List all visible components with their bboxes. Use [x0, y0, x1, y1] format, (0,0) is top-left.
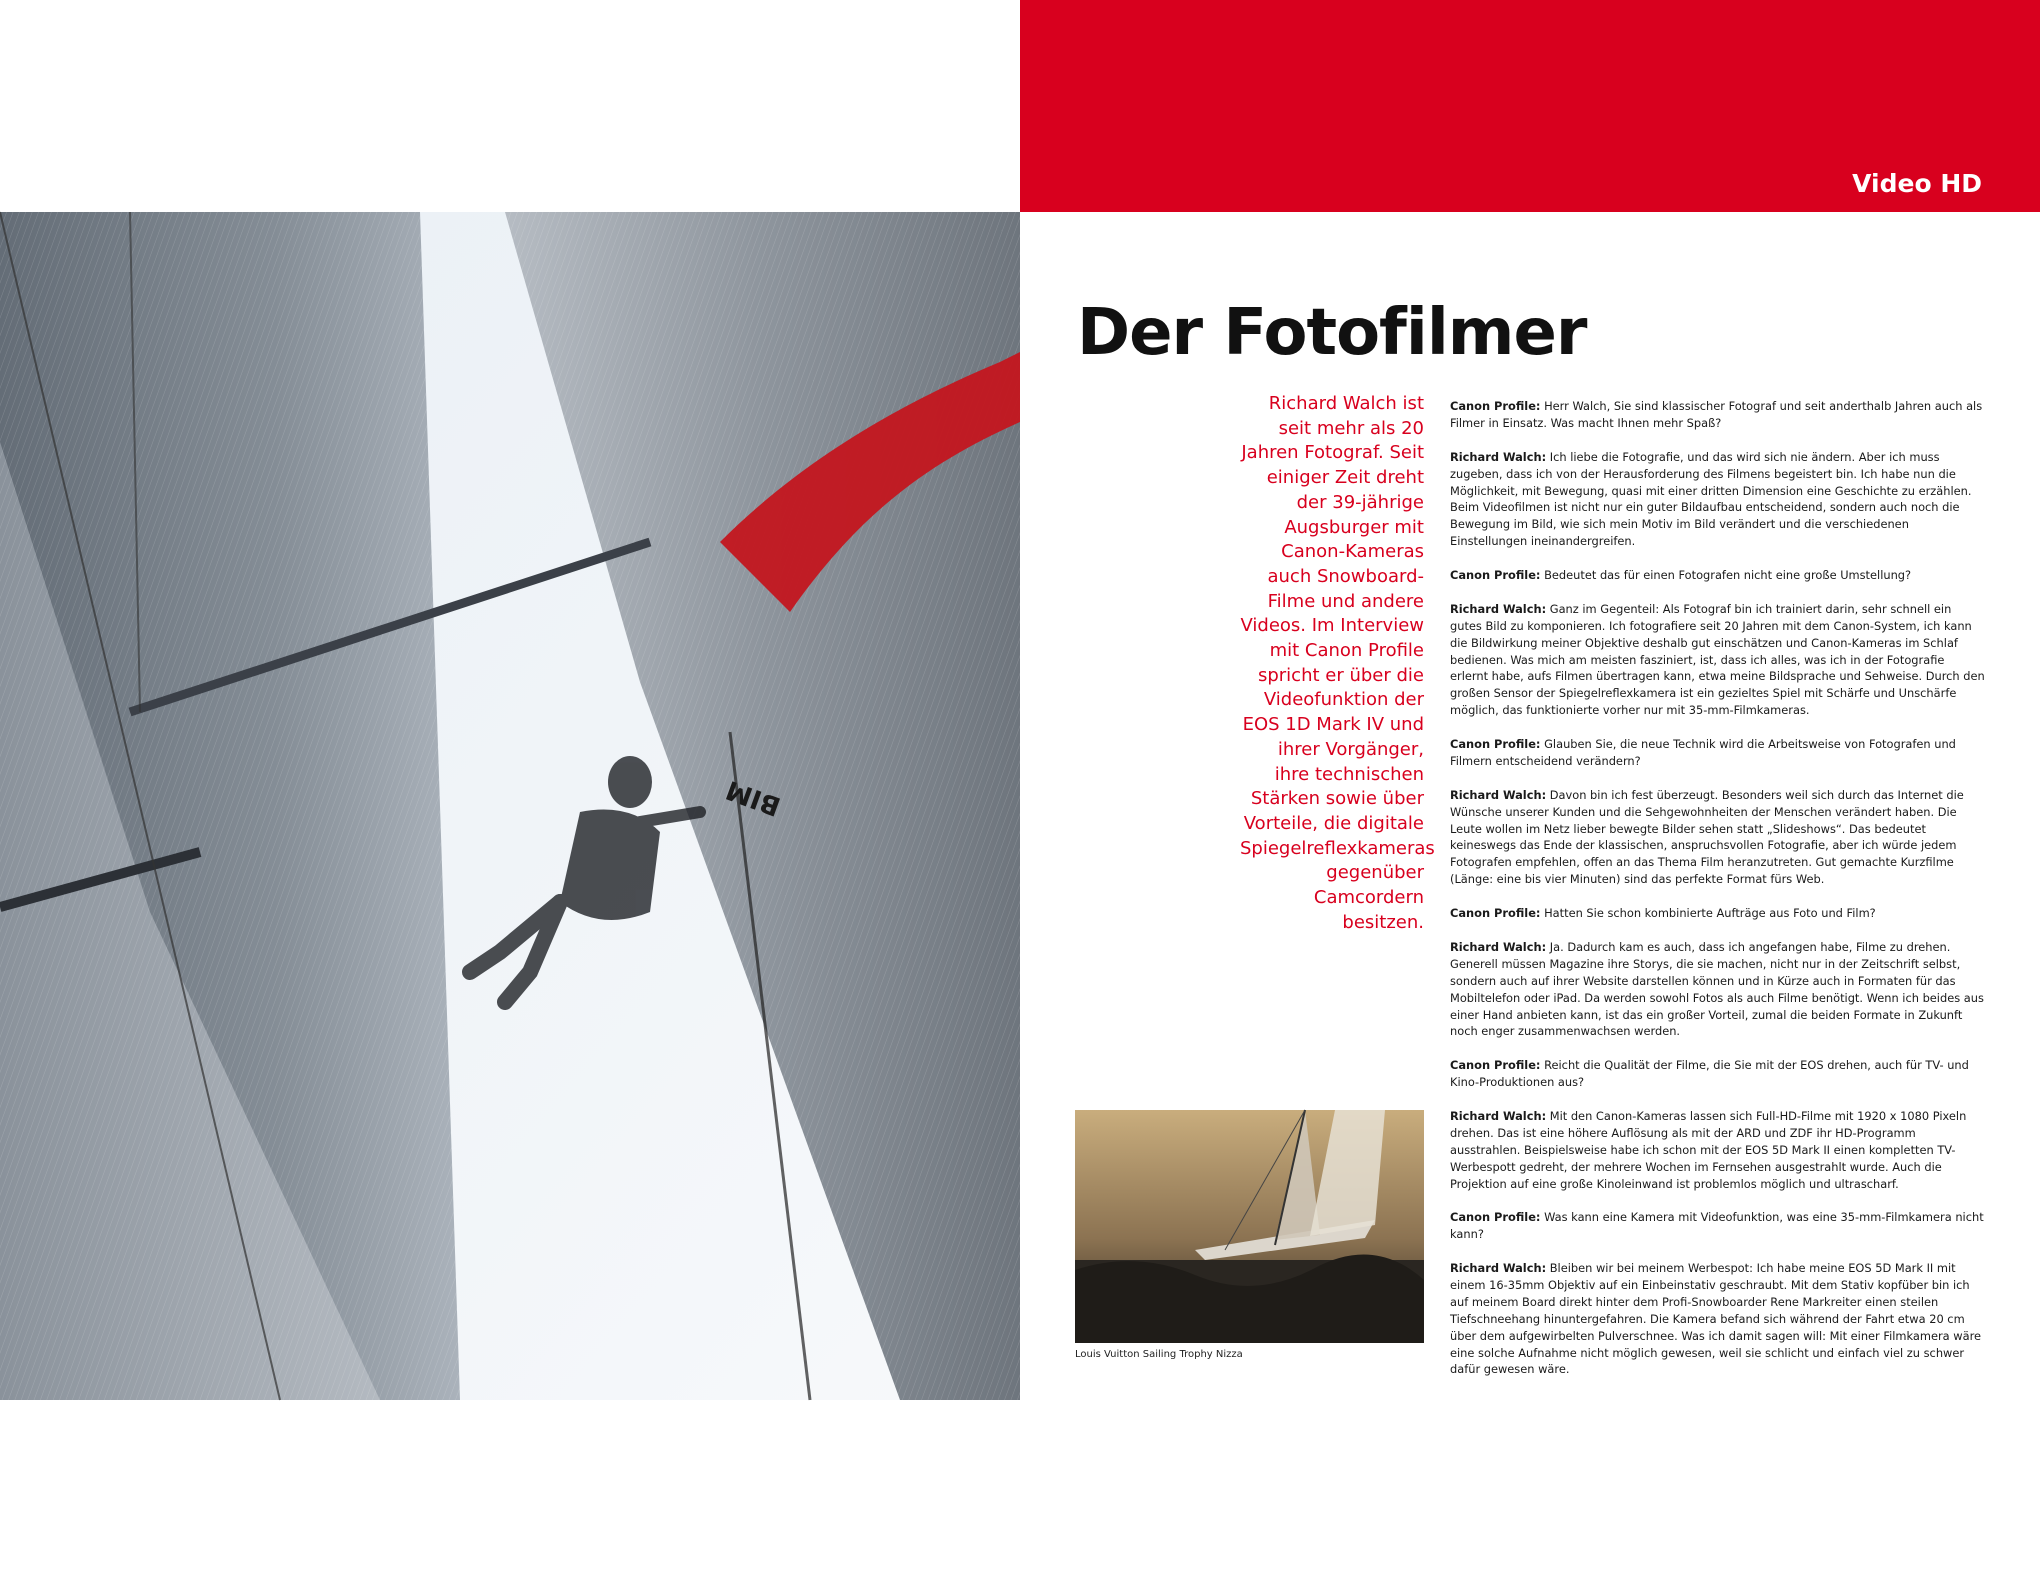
interview-paragraph: [1450, 449, 1985, 550]
answer-text: Bleiben wir bei meinem Werbespot: Ich habe meine EOS 5D Mark II mit einem 16-35mm Objektiv auf ein Einbeinstativ geschraubt. Mit dem Stativ kopfüber bin ich auf meinem Board direkt hinter dem Profi-Snowboarder Rene Markreiter einen steilen Tiefschneehang hinuntergefahren. Die Kamera befand sich während der Fahrt etwa 20 cm über dem aufgewirbelten Pulverschnee. Was ich damit sagen will: Mit einer Filmkamera wäre eine solche Aufnahme nicht möglich gewesen, weil sie schlicht und einfach viel zu schwer dafür gewesen wäre.: [1450, 1261, 1982, 1377]
answer-text: Bedeutet das für einen Fotografen nicht eine große Umstellung?: [1540, 568, 1912, 583]
speaker-label: Canon Profile:: [1450, 568, 1541, 583]
interview-paragraph: [1450, 1260, 1985, 1378]
section-banner: [1020, 0, 2040, 212]
interview-paragraph: [1450, 736, 1985, 770]
answer-text: Hatten Sie schon kombinierte Aufträge aus Foto und Film?: [1540, 906, 1876, 921]
interview-paragraph: [1450, 787, 1985, 888]
speaker-label: Richard Walch:: [1450, 449, 1547, 464]
speaker-label: Canon Profile:: [1450, 906, 1541, 921]
interview-paragraph: [1450, 939, 1985, 1040]
interview-paragraph: [1450, 905, 1985, 922]
answer-text: Davon bin ich fest überzeugt. Besonders weil sich durch das Internet die Wünsche unserer Kunden und die Sehgewohnheiten der Menschen verändert haben. Die Leute wollen im Netz lieber bewegte Bilder sehen statt „Slideshows“. Das bedeutet keineswegs das Ende der klassischen, anspruchsvollen Fotografie, aber ich würde jedem Fotografen empfehlen, offen an das Thema Film heranzutreten. Gut gemachte Kurzfilme (Länge: eine bis vier Minuten) sind das perfekte Format fürs Web.: [1450, 787, 1964, 887]
thumbnail-caption: Louis Vuitton Sailing Trophy Nizza: [1075, 1349, 1243, 1360]
speaker-label: Richard Walch:: [1450, 787, 1547, 802]
article-title: Der Fotofilmer: [1077, 296, 1587, 370]
speaker-label: Canon Profile:: [1450, 1058, 1541, 1073]
answer-text: Ganz im Gegenteil: Als Fotograf bin ich trainiert darin, sehr schnell ein gutes Bild zu komponieren. Ich fotografiere seit 20 Jahren mit dem Canon-System, ich kann die Bildwirkung meiner Objektive deshalb gut einschätzen und Canon-Kameras im Schlaf bedienen. Was mich am meisten fasziniert, ist, dass ich alles, was ich in der Fotografie erlernt habe, aufs Filmen übertragen kann, etwa meine Bildsprache und Sehweise. Durch den großen Sensor der Spiegelreflexkamera ist ein gezieltes Spiel mit Schärfe und Unschärfe möglich, das funktionierte vorher nur mit 35-mm-Filmkameras.: [1450, 601, 1985, 718]
speaker-label: Richard Walch:: [1450, 939, 1547, 954]
interview-paragraph: [1450, 1057, 1985, 1091]
speaker-label: Canon Profile:: [1450, 737, 1541, 752]
interview-column: [1450, 398, 1985, 1395]
sailing-photo-illustration: [0, 212, 1020, 1400]
interview-paragraph: [1450, 1108, 1985, 1193]
speaker-label: Richard Walch:: [1450, 1108, 1547, 1123]
speaker-label: Canon Profile:: [1450, 399, 1541, 413]
answer-text: Ja. Dadurch kam es auch, dass ich angefangen habe, Filme zu drehen. Generell müssen Magazine ihre Storys, die sie machen, nicht nur in der Zeitschrift selbst, sondern auch auf ihrer Website darstellen können und in Kürze auch in Formaten für das Mobiltelefon oder iPad. Da werden sowohl Fotos als auch Filme benötigt. Wenn ich beides aus einer Hand anbieten kann, ist das ein großer Vorteil, zumal die beiden Formate in Zukunft noch enger zusammenwachsen werden.: [1450, 939, 1984, 1039]
interview-paragraph: [1450, 398, 1985, 432]
sailing-photo: [0, 212, 1020, 1569]
answer-text: Reicht die Qualität der Filme, die Sie mit der EOS drehen, auch für TV- und Kino-Produktionen aus?: [1450, 1058, 1969, 1090]
answer-text: Ich liebe die Fotografie, und das wird sich nie ändern. Aber ich muss zugeben, dass ich von der Herausforderung des Filmens begeistert bin. Ich habe nun die Möglichkeit, mit Bewegung, quasi mit einer dritten Dimension eine Geschichte zu erzählen. Beim Videofilmen ist nicht nur ein guter Bildaufbau entscheidend, sondern auch noch die Bewegung im Bild, wie sich mein Motiv im Bild verändert und die verschiedenen Einstellungen ineinandergreifen.: [1450, 449, 1972, 549]
speaker-label: Richard Walch:: [1450, 601, 1547, 616]
answer-text: Was kann eine Kamera mit Videofunktion, was eine 35-mm-Filmkamera nicht kann?: [1450, 1210, 1984, 1242]
answer-text: Herr Walch, Sie sind klassischer Fotograf und seit anderthalb Jahren auch als Filmer in Einsatz. Was macht Ihnen mehr Spaß?: [1450, 399, 1983, 430]
speaker-label: Richard Walch:: [1450, 1261, 1547, 1276]
svg-text:BIM: BIM: [722, 773, 785, 822]
interview-paragraph: [1450, 601, 1985, 719]
interview-paragraph: [1450, 1209, 1985, 1243]
speaker-label: Canon Profile:: [1450, 1210, 1541, 1225]
article-intro: Richard Walch ist seit mehr als 20 Jahren Fotograf. Seit einiger Zeit dreht der 39-jährige Augsburger mit Canon-Kameras auch Snowboard-Filme und andere Videos. Im Interview mit Canon Profile spricht er über die Videofunktion der EOS 1D Mark IV und ihrer Vorgänger, ihre technischen Stärken sowie über Vorteile, die digitale Spiegelreflexkameras gegenüber Camcordern besitzen.: [1240, 393, 1435, 933]
sailing-thumbnail: [1075, 1110, 1424, 1343]
photo-credit: Alle Fotos Richard Walch: [55, 1558, 178, 1569]
section-label: Video HD: [1852, 169, 1982, 198]
answer-text: Mit den Canon-Kameras lassen sich Full-HD-Filme mit 1920 x 1080 Pixeln drehen. Das ist eine höhere Auflösung als mit der ARD und ZDF ihr HD-Programm ausstrahlen. Beispielsweise habe ich schon mit der EOS 5D Mark II einen kompletten TV-Werbespott gedreht, der mehrere Wochen im Fernsehen ausgestrahlt wurde. Auch die Projektion auf eine große Kinoleinwand ist problemlos möglich und ultrascharf.: [1450, 1108, 1967, 1191]
answer-text: Glauben Sie, die neue Technik wird die Arbeitsweise von Fotografen und Filmern entscheidend verändern?: [1450, 737, 1956, 768]
interview-paragraph: [1450, 567, 1985, 584]
